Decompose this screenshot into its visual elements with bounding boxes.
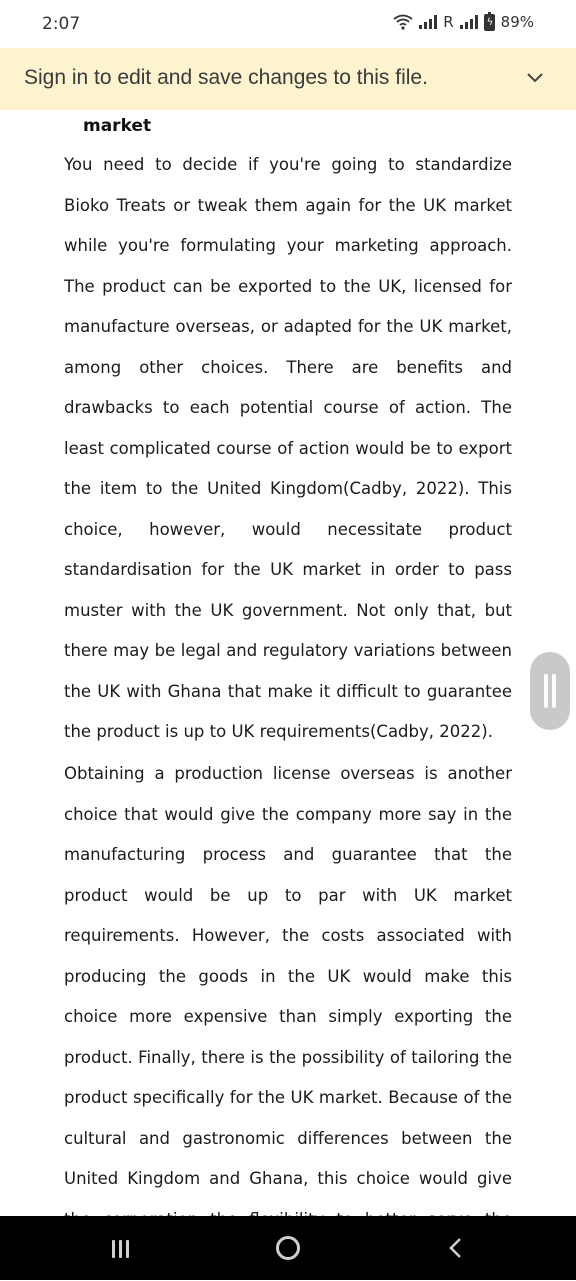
- status-icons: [393, 13, 534, 31]
- paragraph-1: You need to decide if you're going to standardize Bioko Treats or tweak them again for the UK market while you're formulating your marketing approach. The product can be exported to the UK, licensed for manufacture overseas, or adapted for the UK market, among other choices. There are benefits and drawbacks to each potential course of action. The least complicated course of action would be to export the item to the United Kingdom(Cadby, 2022). This choice, however, would necessitate product standardisation for the UK market in order to pass muster with the UK government. Not only that, but there may be legal and regulatory variations between the UK with Ghana that make it difficult to guarantee the product is up to UK requirements(Cadby, 2022).: [64, 155, 512, 741]
- chevron-down-icon[interactable]: [526, 72, 544, 84]
- recents-icon[interactable]: [110, 1240, 132, 1258]
- signal-icon: [419, 15, 437, 29]
- status-time: 2:07: [42, 14, 81, 34]
- battery-level: 89%: [500, 13, 534, 31]
- scroll-handle[interactable]: [530, 652, 570, 730]
- back-icon[interactable]: [444, 1236, 468, 1260]
- signal-icon-2: [460, 15, 478, 29]
- paragraph-2: Obtaining a production license overseas is another choice that would give the company more say in the manufacturing process and guarantee that the product would be up to par with UK market requirements. However, the costs associated with producing the goods in the UK would make this choice more expensive than simply exporting the product. Finally, there is the possibility of tailoring the product specifically for the UK market. Because of the cultural and gastronomic differences between the United Kingdom and Ghana, this choice would give: [64, 764, 512, 1188]
- sign-in-message: Sign in to edit and save changes to this file.: [24, 66, 428, 89]
- section-heading: market: [83, 116, 152, 136]
- battery-icon: ϟ: [484, 14, 495, 31]
- navigation-bar: [0, 1216, 576, 1280]
- document-content: [0, 110, 576, 1216]
- home-icon[interactable]: [276, 1236, 300, 1260]
- wifi-icon: [393, 14, 413, 30]
- sign-in-banner[interactable]: [0, 48, 576, 110]
- carrier-label: R: [443, 13, 454, 31]
- status-bar: [0, 0, 576, 48]
